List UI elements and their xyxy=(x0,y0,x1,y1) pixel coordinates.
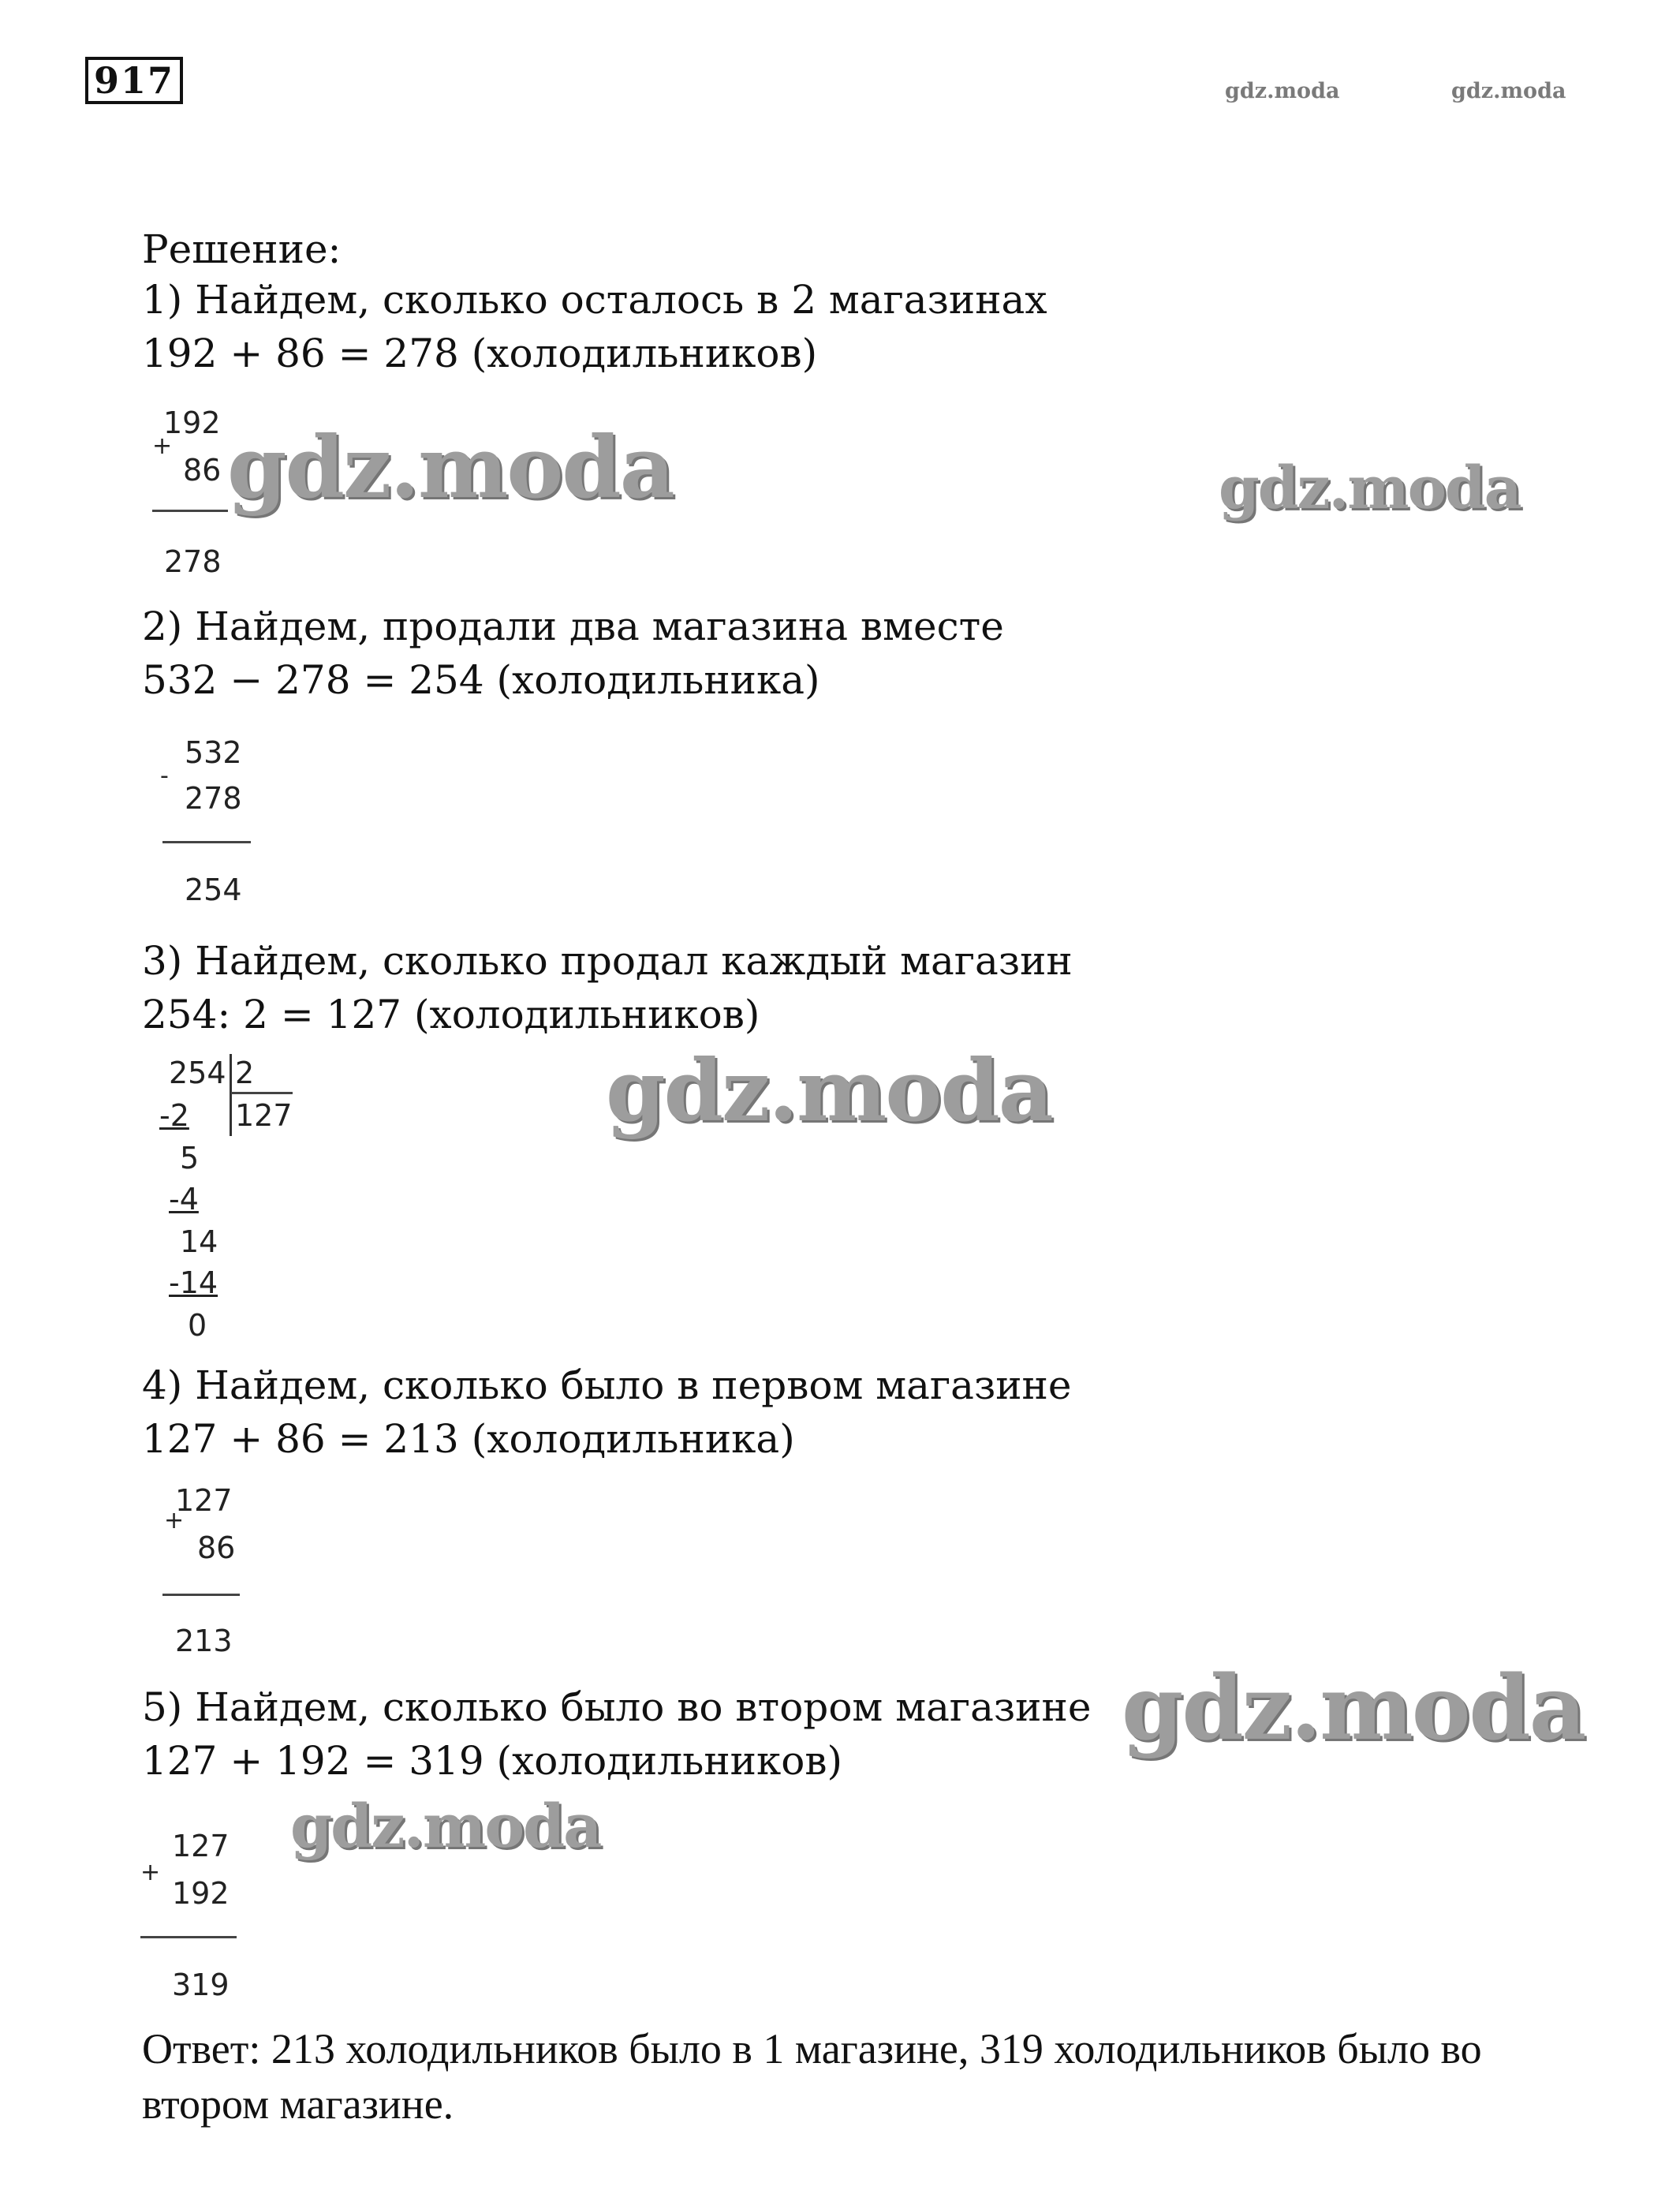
step-2-result: 254 xyxy=(185,873,242,907)
step-4-title: 4) Найдем, сколько было в первом магазине xyxy=(142,1362,1072,1408)
watermark-4: gdz.moda xyxy=(1122,1657,1585,1760)
step-4-top: 127 xyxy=(175,1483,233,1518)
step-1-top: 192 xyxy=(163,405,221,440)
watermark-5: gdz.moda xyxy=(290,1791,601,1861)
step-4-rule xyxy=(162,1594,240,1596)
step-5-result: 319 xyxy=(172,1968,230,2002)
step-5-equation: 127 + 192 = 319 (холодильников) xyxy=(142,1738,842,1784)
division-line-3: -4 xyxy=(169,1182,199,1216)
step-2-title: 2) Найдем, продали два магазина вместе xyxy=(142,604,1004,649)
step-5-bottom: 192 xyxy=(172,1876,230,1911)
watermark-2: gdz.moda xyxy=(1219,454,1521,522)
division-line-4: 14 xyxy=(180,1224,218,1259)
step-2-bottom: 278 xyxy=(185,781,242,816)
division-divisor: 2 xyxy=(235,1056,255,1090)
division-quotient: 127 xyxy=(235,1098,293,1133)
solution-heading: Решение: xyxy=(142,226,342,272)
step-5-title: 5) Найдем, сколько было во втором магазине xyxy=(142,1684,1092,1730)
watermark-3: gdz.moda xyxy=(606,1041,1052,1141)
watermark-1: gdz.moda xyxy=(227,418,674,518)
step-2-rule xyxy=(162,841,251,843)
answer-line-1: Ответ: 213 холодильников было в 1 магазине, 319 холодильников было во xyxy=(142,2025,1482,2072)
step-4-result: 213 xyxy=(175,1624,233,1658)
step-5-sign: + xyxy=(140,1859,161,1886)
step-2-equation: 532 − 278 = 254 (холодильника) xyxy=(142,657,820,703)
step-1-result: 278 xyxy=(164,544,222,579)
answer-line-2: втором магазине. xyxy=(142,2080,454,2128)
step-2-top: 532 xyxy=(185,735,242,770)
step-1-bottom: 86 xyxy=(183,453,222,488)
watermark-header-2: gdz.moda xyxy=(1451,79,1566,103)
task-number: 917 xyxy=(93,59,175,102)
step-5-rule xyxy=(140,1936,237,1938)
step-1-title: 1) Найдем, сколько осталось в 2 магазинах xyxy=(142,277,1047,323)
step-1-rule xyxy=(152,510,228,512)
task-number-box xyxy=(85,57,183,104)
division-line-5: -14 xyxy=(169,1265,218,1300)
division-line-2: 5 xyxy=(180,1141,200,1175)
step-5-top: 127 xyxy=(172,1829,230,1863)
division-line-1: -2 xyxy=(159,1098,189,1133)
step-4-equation: 127 + 86 = 213 (холодильника) xyxy=(142,1416,795,1462)
watermark-header-1: gdz.moda xyxy=(1225,79,1340,103)
step-1-sign: + xyxy=(152,432,173,460)
step-4-sign: + xyxy=(164,1507,185,1534)
step-4-bottom: 86 xyxy=(197,1530,236,1565)
division-vertical-bar xyxy=(230,1054,232,1136)
division-dividend: 254 xyxy=(169,1056,226,1090)
division-line-6: 0 xyxy=(188,1308,207,1343)
division-divisor-rule xyxy=(231,1092,293,1094)
step-3-title: 3) Найдем, сколько продал каждый магазин xyxy=(142,938,1073,984)
step-2-sign: - xyxy=(160,762,169,790)
step-3-equation: 254: 2 = 127 (холодильников) xyxy=(142,992,760,1037)
step-1-equation: 192 + 86 = 278 (холодильников) xyxy=(142,331,818,376)
